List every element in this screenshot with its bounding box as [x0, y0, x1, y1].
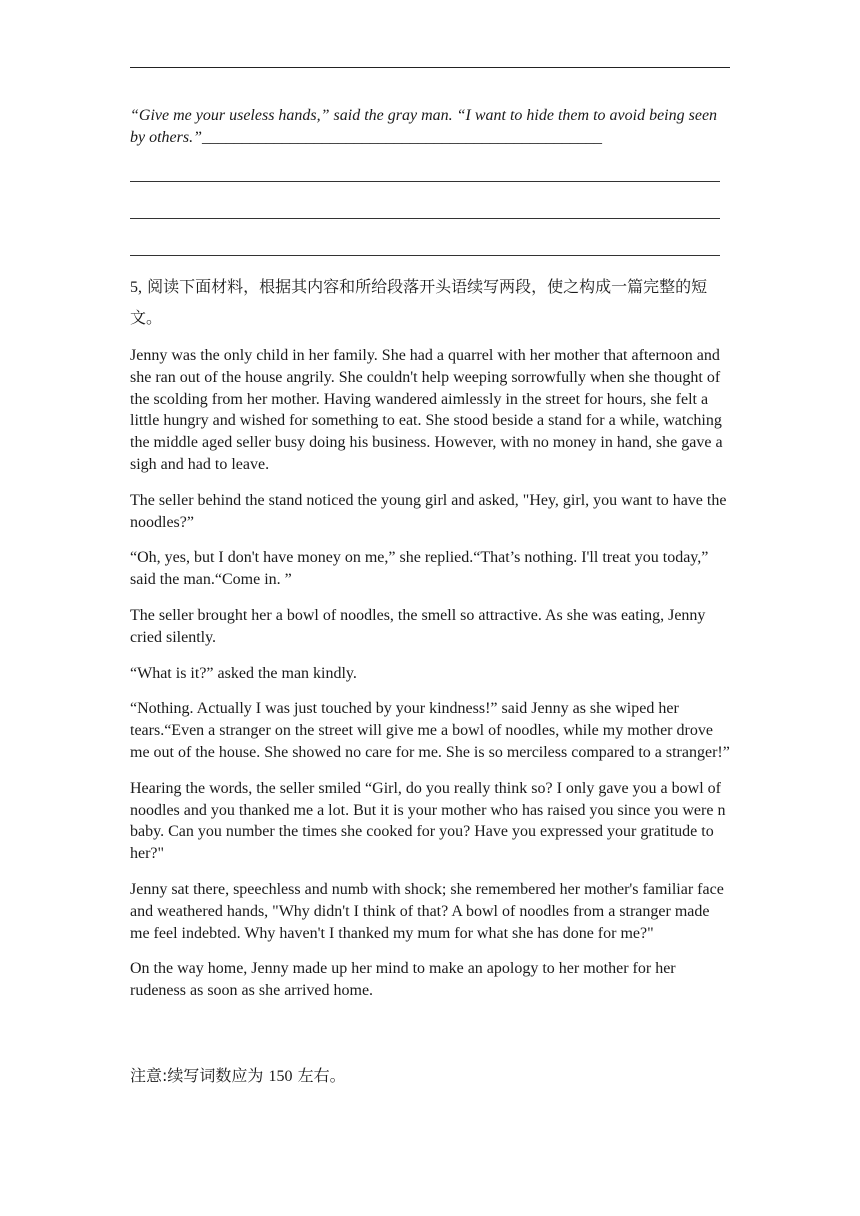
note-suffix: 左右。: [292, 1066, 346, 1085]
top-divider: [130, 67, 730, 68]
word-count-note: [130, 1064, 730, 1089]
answer-line-1[interactable]: [130, 181, 720, 182]
story-paragraph: Jenny sat there, speechless and numb with shock; she remembered her mother's familiar face and weathered hands, "Why didn't I think of that? A bowl of noodles from a stranger made me feel indebted. Why haven't I thanked my mum for what she has done for me?": [130, 880, 724, 942]
story-paragraph: Hearing the words, the seller smiled “Girl, do you really think so? I only gave you a bowl of noodles and you thanked me a lot. But it is your mother who has raised you since you were n baby. Can you number the times she cooked for you? Have you expressed your gratitude to her?": [130, 779, 726, 863]
section4-prompt: [130, 105, 730, 149]
answer-line-3[interactable]: [130, 255, 720, 256]
story-paragraph: The seller behind the stand noticed the young girl and asked, "Hey, girl, you want to have the noodles?”: [130, 491, 727, 531]
story-paragraph: On the way home, Jenny made up her mind to make an apology to her mother for her rudeness as soon as she arrived home.: [130, 960, 676, 1000]
story-paragraph: Jenny was the only child in her family. She had a quarrel with her mother that afternoon and she ran out of the house angrily. She couldn't help weeping sorrowfully when she thought of the scolding from her mother. Having wandered aimlessly in the street for hours, she felt a little hungry and wished for something to eat. She stood beside a stand for a while, watching the middle aged seller busy doing his business. However, with no money in hand, she gave a sigh and had to leave.: [130, 347, 723, 473]
question-number: 5,: [130, 279, 142, 296]
story-body: [130, 345, 730, 1016]
story-paragraph: “Oh, yes, but I don't have money on me,” she replied.“That’s nothing. I'll treat you today,” said the man.“Come in. ”: [130, 549, 709, 589]
story-paragraph: The seller brought her a bowl of noodles, the smell so attractive. As she was eating, Jenny cried silently.: [130, 606, 706, 646]
section4-prompt-text: “Give me your useless hands,” said the gray man. “I want to hide them to avoid being seen by others.”: [130, 107, 718, 146]
question-5-instruction: [130, 272, 730, 333]
question-instruction-text: 阅读下面材料，根据其内容和所给段落开头语续写两段，使之构成一篇完整的短文。: [130, 277, 708, 327]
note-prefix: 注意:续写词数应为: [130, 1066, 269, 1085]
story-paragraph: “What is it?” asked the man kindly.: [130, 664, 357, 682]
inline-answer-blank[interactable]: __________________________________________________: [202, 129, 602, 146]
answer-line-2[interactable]: [130, 218, 720, 219]
note-word-count: 150: [268, 1068, 293, 1085]
story-paragraph: “Nothing. Actually I was just touched by your kindness!” said Jenny as she wiped her tears.“Even a stranger on the street will give me a bowl of noodles, while my mother drove me out of the house. She showed no care for me. She is so merciless compared to a stranger!”: [130, 700, 730, 761]
